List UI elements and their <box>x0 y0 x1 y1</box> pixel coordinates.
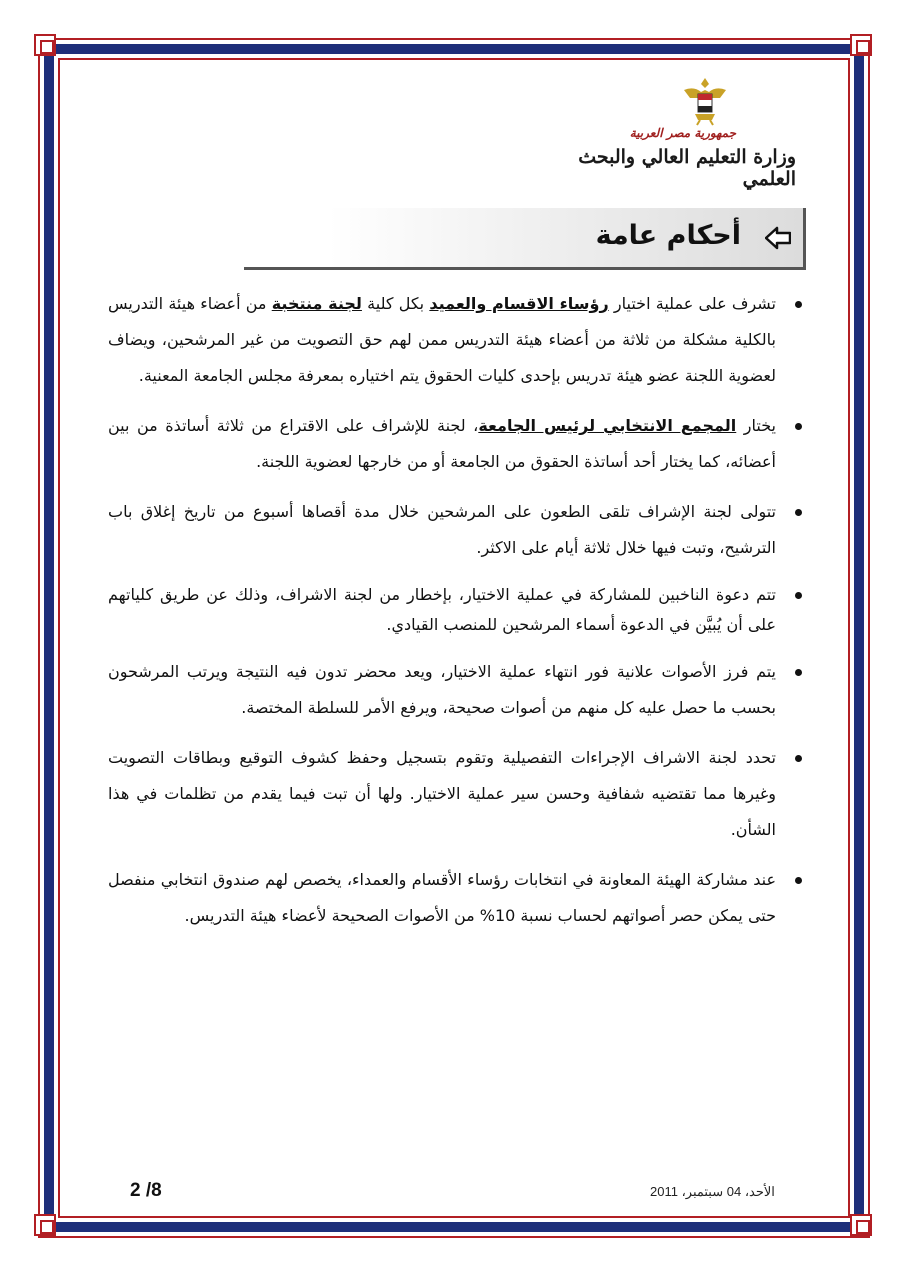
item-highlight: لجنة منتخبة <box>271 294 362 313</box>
list-item <box>108 654 808 726</box>
item-text: عند مشاركة الهيئة المعاونة في انتخابات رؤساء الأقسام والعمداء، يخصص لهم صندوق انتخابي منفصل حتى يمكن حصر أصواتهم لحساب نسبة 10% من الأصوات الصحيحة لأعضاء هيئة التدريس. <box>108 870 776 925</box>
bullet-icon <box>795 755 802 762</box>
bullet-icon <box>795 592 802 599</box>
rules-list <box>108 286 808 948</box>
item-text: تحدد لجنة الاشراف الإجراءات التفصيلية وتقوم بتسجيل وحفظ كشوف التوقيع وبطاقات التصويت وغيرها مما تقتضيه شفافية وحسن سير عملية الاختيار. ولها أن تبت فيما يقدم من تظلمات في هذا الشأن. <box>108 748 776 839</box>
arrow-left-icon <box>765 226 791 250</box>
page-number: 2 /8 <box>130 1180 162 1201</box>
list-item <box>108 580 808 640</box>
item-text: يختار <box>736 416 776 435</box>
section-title-box <box>244 208 806 270</box>
list-item <box>108 494 808 566</box>
item-text: تشرف على عملية اختيار <box>608 294 777 313</box>
bullet-icon <box>795 301 802 308</box>
section-title: أحكام عامة <box>595 220 741 251</box>
footer-date: الأحد، 04 سبتمبر، 2011 <box>650 1184 775 1199</box>
item-highlight: المجمع الانتخابي لرئيس الجامعة <box>478 416 737 435</box>
republic-name: جمهورية مصر العربية <box>629 126 736 140</box>
list-item <box>108 286 808 394</box>
item-text: يتم فرز الأصوات علانية فور انتهاء عملية الاختيار، ويعد محضر تدون فيه النتيجة ويرتب المرشحون بحسب ما حصل عليه كل منهم من أصوات صحيحة، ويرفع الأمر للسلطة المختصة. <box>108 662 776 717</box>
frame-corner-ornament <box>850 1214 872 1236</box>
list-item <box>108 862 808 934</box>
bullet-icon <box>795 669 802 676</box>
bullet-icon <box>795 423 802 430</box>
item-text: ، لجنة للإشراف على الاقتراع من ثلاثة أساتذة من بين أعضائه، كما يختار أحد أساتذة الحقوق من الجامعة أو من خارجها لعضوية اللجنة. <box>108 416 776 471</box>
bullet-icon <box>795 509 802 516</box>
item-text: بكل كلية <box>361 294 430 313</box>
item-text: تتولى لجنة الإشراف تلقى الطعون على المرشحين خلال مدة أقصاها أسبوع من تاريخ إغلاق باب الترشيح، وتبت فيها خلال ثلاثة أيام على الاكثر. <box>108 502 776 557</box>
list-item <box>108 740 808 848</box>
list-item <box>108 408 808 480</box>
item-text: تتم دعوة الناخبين للمشاركة في عملية الاختيار، بإخطار من لجنة الاشراف، وذلك عن طريق كلياتهم على أن يُبيَّن في الدعوة أسماء المرشحين للمنصب القيادي. <box>108 585 776 634</box>
ministry-name: وزارة التعليم العالي والبحث العلمي <box>578 146 796 190</box>
item-highlight: رؤساء الاقسام والعميد <box>429 294 609 313</box>
bullet-icon <box>795 877 802 884</box>
frame-corner-ornament <box>34 34 56 56</box>
ministry-header <box>576 126 796 190</box>
eagle-emblem-icon <box>682 76 728 126</box>
frame-corner-ornament <box>34 1214 56 1236</box>
frame-corner-ornament <box>850 34 872 56</box>
item-text: من أعضاء هيئة التدريس بالكلية مشكلة من ثلاثة من أعضاء هيئة التدريس ممن لهم حق التصويت من غير المرشحين، ويضاف لعضوية اللجنة عضو هيئة تدريس بإحدى كليات الحقوق يتم اختياره بمعرفة مجلس الجامعة المعنية. <box>108 294 776 385</box>
